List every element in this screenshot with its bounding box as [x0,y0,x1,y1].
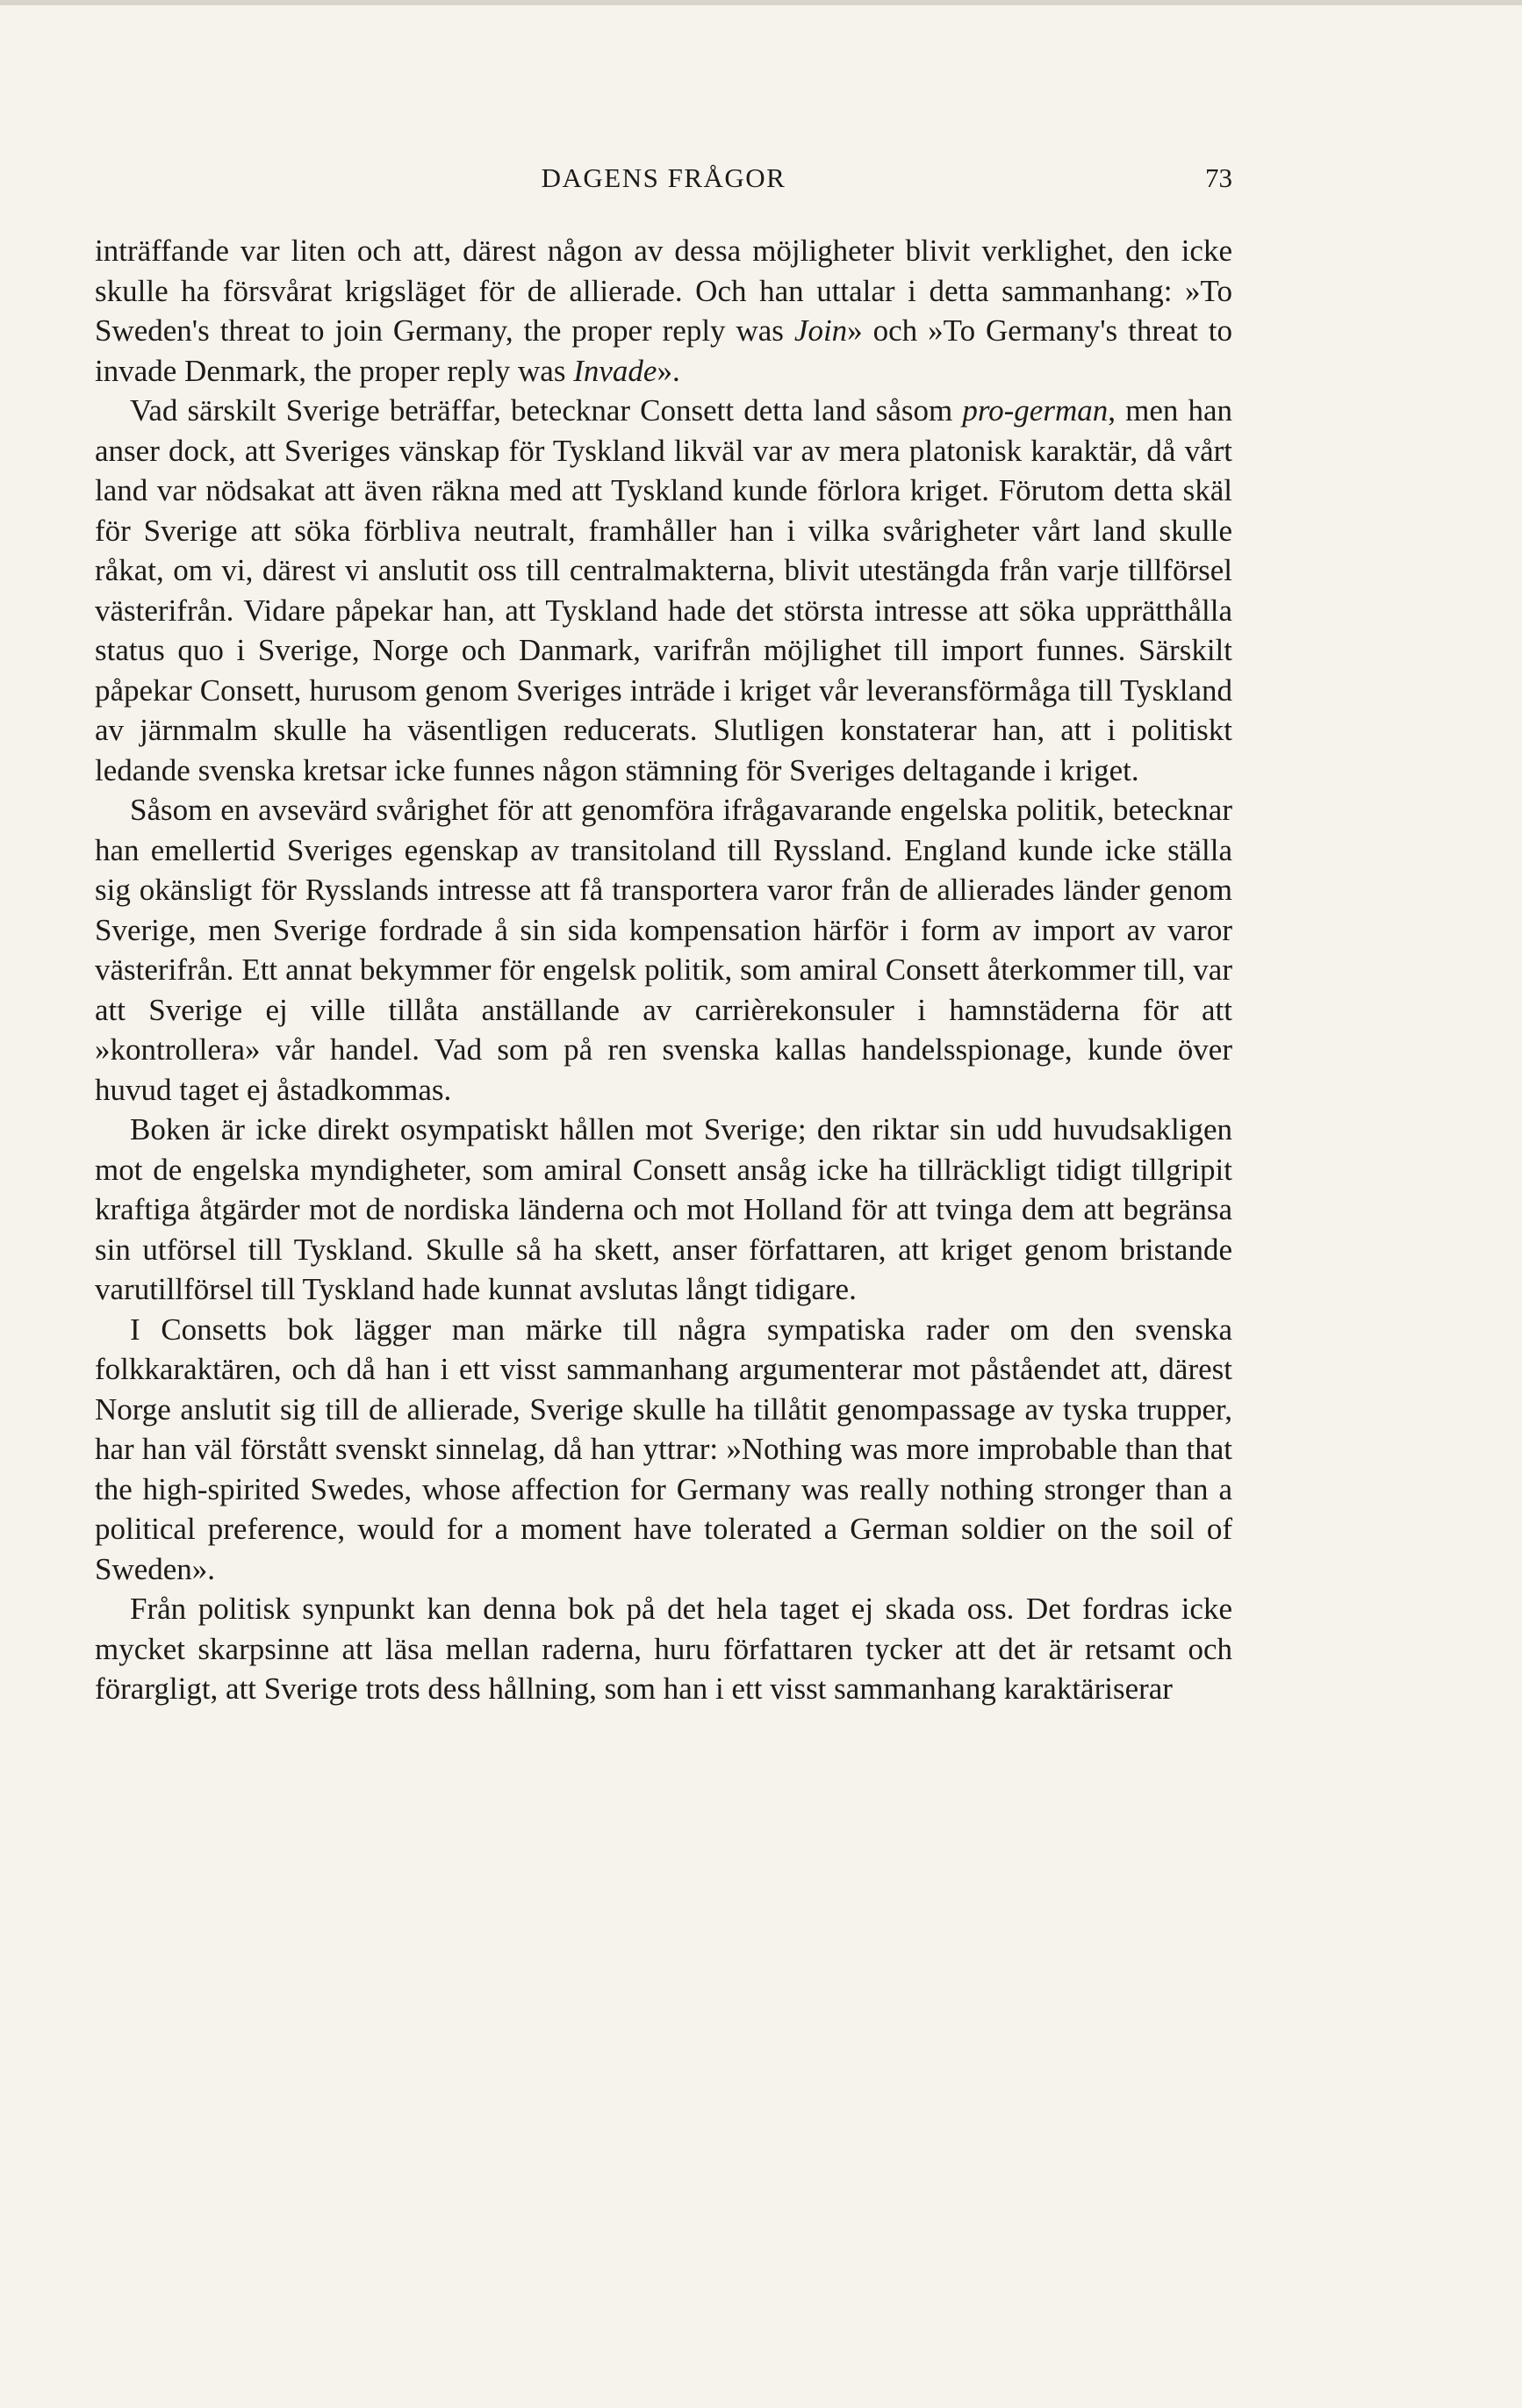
running-title: DAGENS FRÅGOR [541,162,786,193]
page-number: 73 [1205,162,1232,193]
italic-invade: Invade [573,353,657,388]
italic-pro-german: pro-german [962,393,1109,428]
page-top-edge [0,0,1522,5]
paragraph-6: Från politisk synpunkt kan denna bok på det hela taget ej skada oss. Det fordras icke mycket skarpsinne att läsa mellan raderna, huru författaren tycker att det är retsamt och förargligt, att Sverige trots dess hållning, som han i ett visst sammanhang karaktäriserar [95,1592,1232,1706]
italic-join: Join [793,313,848,348]
running-head [95,162,1232,198]
paragraph-1: inträffande var liten och att, därest någon av dessa möjligheter blivit verklighet, den icke skulle ha försvårat krigsläget för de allierade. Och han uttalar i detta sammanhang: »To Sweden's threat to join Germany, the proper reply was Join» och »To Germany's threat to invade Denmark, the proper reply was Invade». [95,234,1233,388]
paragraph-2: Vad särskilt Sverige beträffar, betecknar Consett detta land såsom pro-german, men han anser dock, att Sveriges vänskap för Tyskland likväl var av mera platonisk karaktär, då vårt land var nödsakat att även räkna med att Tyskland kunde förlora kriget. Förutom detta skäl för Sverige att söka förbliva neutralt, framhåller han i vilka svårigheter vårt land skulle råkat, om vi, därest vi anslutit oss till centralmakterna, blivit utestängda från varje tillförsel västerifrån. Vidare påpekar han, att Tyskland hade det största intresse att söka upprätthålla status quo i Sverige, Norge och Danmark, varifrån möjlighet till import funnes. Särskilt påpekar Consett, hurusom genom Sveriges inträde i kriget vår leveransförmåga till Tyskland av järnmalm skulle ha väsentligen reducerats. Slutligen konstaterar han, att i politiskt ledande svenska kretsar icke funnes någon stämning för Sveriges deltagande i kriget. [95,393,1233,787]
paragraph-3: Såsom en avsevärd svårighet för att genomföra ifrågavarande engelska politik, betecknar han emellertid Sveriges egenskap av transitoland till Ryssland. England kunde icke ställa sig okänsligt för Rysslands intresse att få transportera varor från de allierades länder genom Sverige, men Sverige fordrade å sin sida kompensation härför i form av import av varor västerifrån. Ett annat bekymmer för engelsk politik, som amiral Consett återkommer till, var att Sverige ej ville tillåta anställande av carrièrekonsuler i hamnstäderna för att »kontrollera» vår handel. Vad som på ren svenska kallas handelsspionage, kunde över huvud taget ej åstadkommas. [95,793,1232,1107]
book-page [95,162,1232,1709]
paragraph-5: I Consetts bok lägger man märke till några sympatiska rader om den svenska folkkaraktären, och då han i ett visst sammanhang argumenterar mot påståendet att, därest Norge anslutit sig till de allierade, Sverige skulle ha tillåtit genompassage av tyska trupper, har han väl förstått svenskt sinnelag, då han yttrar: »Nothing was more improbable than that the high-spirited Swedes, whose affection for Germany was really nothing stronger than a political preference, would for a moment have tolerated a German soldier on the soil of Sweden». [95,1312,1232,1586]
body-text [95,231,1232,1709]
paragraph-4: Boken är icke direkt osympatiskt hållen mot Sverige; den riktar sin udd huvudsakligen mot de engelska myndigheter, som amiral Consett ansåg icke ha tillräckligt tidigt tillgripit kraftiga åtgärder mot de nordiska länderna och mot Holland för att tvinga dem att begränsa sin utförsel till Tyskland. Skulle så ha skett, anser författaren, att kriget genom bristande varutillförsel till Tyskland hade kunnat avslutas långt tidigare. [95,1112,1232,1306]
